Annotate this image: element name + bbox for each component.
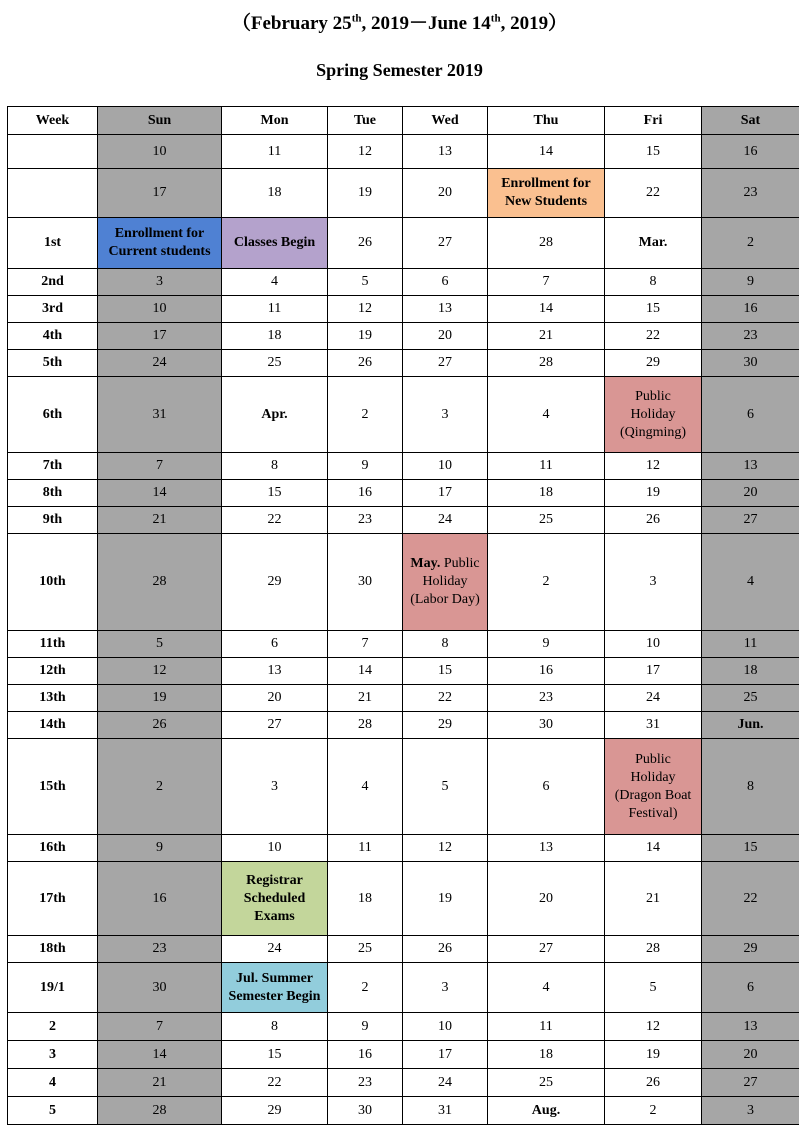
event-qingming-holiday: Public Holiday (Qingming) bbox=[605, 377, 702, 453]
column-header: Thu bbox=[488, 107, 605, 135]
day-cell: 27 bbox=[702, 507, 799, 534]
week-label: 17th bbox=[8, 862, 98, 936]
semester-calendar bbox=[7, 106, 799, 1125]
day-cell: 8 bbox=[605, 269, 702, 296]
day-cell: 29 bbox=[222, 1097, 328, 1125]
column-header: Wed bbox=[403, 107, 488, 135]
month-label: Apr. bbox=[222, 377, 328, 453]
day-cell: 30 bbox=[328, 1097, 403, 1125]
day-cell: 17 bbox=[605, 658, 702, 685]
day-cell: 13 bbox=[222, 658, 328, 685]
day-cell: 14 bbox=[488, 135, 605, 169]
day-cell: 11 bbox=[328, 835, 403, 862]
day-cell: 10 bbox=[222, 835, 328, 862]
day-cell: 9 bbox=[488, 631, 605, 658]
day-cell: 22 bbox=[222, 1069, 328, 1097]
week-label: 8th bbox=[8, 480, 98, 507]
day-cell: 15 bbox=[702, 835, 799, 862]
day-cell: 9 bbox=[702, 269, 799, 296]
day-cell: 21 bbox=[488, 323, 605, 350]
day-cell: 10 bbox=[403, 1013, 488, 1041]
week-label: 9th bbox=[8, 507, 98, 534]
week-label: 4th bbox=[8, 323, 98, 350]
day-cell: 26 bbox=[328, 218, 403, 269]
column-header: Sun bbox=[98, 107, 222, 135]
week-label: 15th bbox=[8, 739, 98, 835]
day-cell: 19 bbox=[605, 480, 702, 507]
day-cell: 20 bbox=[403, 169, 488, 218]
day-cell: 18 bbox=[488, 480, 605, 507]
day-cell: 12 bbox=[605, 453, 702, 480]
day-cell: 19 bbox=[605, 1041, 702, 1069]
week-label: 10th bbox=[8, 534, 98, 631]
day-cell: 19 bbox=[98, 685, 222, 712]
day-cell: 11 bbox=[222, 296, 328, 323]
day-cell: 18 bbox=[328, 862, 403, 936]
day-cell: 6 bbox=[403, 269, 488, 296]
day-cell: 25 bbox=[702, 685, 799, 712]
day-cell: 2 bbox=[605, 1097, 702, 1125]
day-cell: 23 bbox=[328, 1069, 403, 1097]
day-cell: 3 bbox=[98, 269, 222, 296]
day-cell: 12 bbox=[328, 135, 403, 169]
day-cell: 26 bbox=[403, 936, 488, 963]
day-cell: 6 bbox=[222, 631, 328, 658]
week-label: 1st bbox=[8, 218, 98, 269]
day-cell: 16 bbox=[328, 480, 403, 507]
day-cell: 16 bbox=[702, 296, 799, 323]
day-cell: 2 bbox=[98, 739, 222, 835]
week-label: 7th bbox=[8, 453, 98, 480]
day-cell: 16 bbox=[488, 658, 605, 685]
day-cell: 29 bbox=[222, 534, 328, 631]
day-cell: 5 bbox=[605, 963, 702, 1013]
event-labor-day-holiday: May. Public Holiday (Labor Day) bbox=[403, 534, 488, 631]
day-cell: 13 bbox=[403, 135, 488, 169]
day-cell: 13 bbox=[702, 1013, 799, 1041]
day-cell: 10 bbox=[403, 453, 488, 480]
week-label: 5 bbox=[8, 1097, 98, 1125]
day-cell: 20 bbox=[403, 323, 488, 350]
column-header: Tue bbox=[328, 107, 403, 135]
day-cell: 24 bbox=[403, 507, 488, 534]
day-cell: 7 bbox=[98, 453, 222, 480]
day-cell: 23 bbox=[702, 169, 799, 218]
day-cell: 16 bbox=[328, 1041, 403, 1069]
day-cell: 24 bbox=[98, 350, 222, 377]
week-label: 6th bbox=[8, 377, 98, 453]
day-cell: 8 bbox=[702, 739, 799, 835]
day-cell: 13 bbox=[702, 453, 799, 480]
column-header: Fri bbox=[605, 107, 702, 135]
day-cell: 23 bbox=[328, 507, 403, 534]
event-enrollment-current-students: Enrollment for Current students bbox=[98, 218, 222, 269]
day-cell: 7 bbox=[328, 631, 403, 658]
day-cell: 25 bbox=[488, 507, 605, 534]
day-cell: 17 bbox=[98, 323, 222, 350]
day-cell: 30 bbox=[328, 534, 403, 631]
week-label: 4 bbox=[8, 1069, 98, 1097]
week-label: 16th bbox=[8, 835, 98, 862]
day-cell: 2 bbox=[328, 377, 403, 453]
day-cell: 13 bbox=[488, 835, 605, 862]
day-cell: 26 bbox=[605, 1069, 702, 1097]
day-cell: 11 bbox=[222, 135, 328, 169]
day-cell: 29 bbox=[605, 350, 702, 377]
day-cell: 23 bbox=[702, 323, 799, 350]
week-label: 13th bbox=[8, 685, 98, 712]
day-cell: 17 bbox=[98, 169, 222, 218]
day-cell: 11 bbox=[488, 453, 605, 480]
day-cell: 24 bbox=[605, 685, 702, 712]
day-cell: 25 bbox=[222, 350, 328, 377]
day-cell: 24 bbox=[222, 936, 328, 963]
day-cell: 22 bbox=[605, 169, 702, 218]
day-cell: 30 bbox=[702, 350, 799, 377]
day-cell: 17 bbox=[403, 1041, 488, 1069]
week-label: 5th bbox=[8, 350, 98, 377]
day-cell: 6 bbox=[702, 963, 799, 1013]
semester-title: Spring Semester 2019 bbox=[316, 60, 483, 80]
day-cell: 27 bbox=[403, 218, 488, 269]
day-cell: 27 bbox=[222, 712, 328, 739]
day-cell: 13 bbox=[403, 296, 488, 323]
day-cell: 10 bbox=[98, 135, 222, 169]
day-cell: 7 bbox=[488, 269, 605, 296]
day-cell: 27 bbox=[702, 1069, 799, 1097]
day-cell: 28 bbox=[605, 936, 702, 963]
week-label: 12th bbox=[8, 658, 98, 685]
day-cell: 4 bbox=[488, 377, 605, 453]
day-cell: 11 bbox=[488, 1013, 605, 1041]
day-cell: 28 bbox=[488, 350, 605, 377]
day-cell: 22 bbox=[403, 685, 488, 712]
week-label: 19/1 bbox=[8, 963, 98, 1013]
day-cell: 9 bbox=[98, 835, 222, 862]
day-cell: 11 bbox=[702, 631, 799, 658]
day-cell: 22 bbox=[702, 862, 799, 936]
day-cell: 5 bbox=[98, 631, 222, 658]
day-cell: 3 bbox=[403, 377, 488, 453]
day-cell: 25 bbox=[328, 936, 403, 963]
day-cell: 5 bbox=[403, 739, 488, 835]
day-cell: 10 bbox=[605, 631, 702, 658]
day-cell: 4 bbox=[702, 534, 799, 631]
day-cell: 14 bbox=[98, 480, 222, 507]
day-cell: 19 bbox=[403, 862, 488, 936]
day-cell: 17 bbox=[403, 480, 488, 507]
day-cell: 7 bbox=[98, 1013, 222, 1041]
event-registrar-exams: Registrar Scheduled Exams bbox=[222, 862, 328, 936]
day-cell: 29 bbox=[403, 712, 488, 739]
day-cell: 12 bbox=[98, 658, 222, 685]
day-cell: 3 bbox=[222, 739, 328, 835]
day-cell: 10 bbox=[98, 296, 222, 323]
day-cell: 12 bbox=[605, 1013, 702, 1041]
event-enrollment-new-students: Enrollment for New Students bbox=[488, 169, 605, 218]
day-cell: 18 bbox=[702, 658, 799, 685]
day-cell: 6 bbox=[488, 739, 605, 835]
day-cell: 18 bbox=[488, 1041, 605, 1069]
day-cell: 3 bbox=[702, 1097, 799, 1125]
day-cell: 21 bbox=[98, 507, 222, 534]
day-cell: 3 bbox=[403, 963, 488, 1013]
day-cell: 9 bbox=[328, 453, 403, 480]
month-label: Mar. bbox=[605, 218, 702, 269]
day-cell: 23 bbox=[98, 936, 222, 963]
day-cell: 31 bbox=[605, 712, 702, 739]
day-cell: 14 bbox=[98, 1041, 222, 1069]
day-cell: 15 bbox=[605, 296, 702, 323]
week-label: 2 bbox=[8, 1013, 98, 1041]
day-cell: 8 bbox=[222, 1013, 328, 1041]
day-cell: 12 bbox=[403, 835, 488, 862]
week-label: 2nd bbox=[8, 269, 98, 296]
day-cell: 29 bbox=[702, 936, 799, 963]
day-cell: 26 bbox=[605, 507, 702, 534]
day-cell: 21 bbox=[328, 685, 403, 712]
column-header: Mon bbox=[222, 107, 328, 135]
week-label bbox=[8, 135, 98, 169]
day-cell: 20 bbox=[702, 1041, 799, 1069]
day-cell: 21 bbox=[98, 1069, 222, 1097]
day-cell: 15 bbox=[222, 480, 328, 507]
day-cell: 14 bbox=[605, 835, 702, 862]
day-cell: 21 bbox=[605, 862, 702, 936]
day-cell: 9 bbox=[328, 1013, 403, 1041]
day-cell: Jun. bbox=[702, 712, 799, 739]
day-cell: 18 bbox=[222, 323, 328, 350]
week-label: 18th bbox=[8, 936, 98, 963]
day-cell: 2 bbox=[328, 963, 403, 1013]
day-cell: 5 bbox=[328, 269, 403, 296]
day-cell: 14 bbox=[328, 658, 403, 685]
day-cell: 3 bbox=[605, 534, 702, 631]
day-cell: 19 bbox=[328, 323, 403, 350]
day-cell: 4 bbox=[222, 269, 328, 296]
column-header: Sat bbox=[702, 107, 799, 135]
date-range-title: （February 25th, 2019－June 14th, 2019） bbox=[231, 12, 568, 34]
day-cell: 8 bbox=[222, 453, 328, 480]
day-cell: 27 bbox=[403, 350, 488, 377]
day-cell: 25 bbox=[488, 1069, 605, 1097]
day-cell: 6 bbox=[702, 377, 799, 453]
week-label: 11th bbox=[8, 631, 98, 658]
day-cell: 2 bbox=[702, 218, 799, 269]
day-cell: 30 bbox=[98, 963, 222, 1013]
day-cell: 23 bbox=[488, 685, 605, 712]
day-cell: 28 bbox=[98, 1097, 222, 1125]
day-cell: 15 bbox=[403, 658, 488, 685]
day-cell: 26 bbox=[98, 712, 222, 739]
day-cell: 15 bbox=[605, 135, 702, 169]
day-cell: 18 bbox=[222, 169, 328, 218]
day-cell: 28 bbox=[328, 712, 403, 739]
day-cell: 24 bbox=[403, 1069, 488, 1097]
day-cell: 20 bbox=[222, 685, 328, 712]
day-cell: 20 bbox=[488, 862, 605, 936]
day-cell: 8 bbox=[403, 631, 488, 658]
day-cell: 28 bbox=[98, 534, 222, 631]
day-cell: 27 bbox=[488, 936, 605, 963]
day-cell: 26 bbox=[328, 350, 403, 377]
event-classes-begin: Classes Begin bbox=[222, 218, 328, 269]
week-label: 3rd bbox=[8, 296, 98, 323]
day-cell: 16 bbox=[702, 135, 799, 169]
day-cell: 15 bbox=[222, 1041, 328, 1069]
day-cell: 31 bbox=[403, 1097, 488, 1125]
day-cell: 14 bbox=[488, 296, 605, 323]
day-cell: 28 bbox=[488, 218, 605, 269]
day-cell: 31 bbox=[98, 377, 222, 453]
week-label: 14th bbox=[8, 712, 98, 739]
day-cell: 4 bbox=[328, 739, 403, 835]
day-cell: Aug. bbox=[488, 1097, 605, 1125]
day-cell: 19 bbox=[328, 169, 403, 218]
day-cell: 30 bbox=[488, 712, 605, 739]
day-cell: 12 bbox=[328, 296, 403, 323]
week-label bbox=[8, 169, 98, 218]
week-label: 3 bbox=[8, 1041, 98, 1069]
column-header: Week bbox=[8, 107, 98, 135]
event-dragon-boat-holiday: Public Holiday (Dragon Boat Festival) bbox=[605, 739, 702, 835]
day-cell: 22 bbox=[605, 323, 702, 350]
day-cell: 2 bbox=[488, 534, 605, 631]
day-cell: 4 bbox=[488, 963, 605, 1013]
day-cell: 16 bbox=[98, 862, 222, 936]
day-cell: 20 bbox=[702, 480, 799, 507]
event-summer-semester-begin: Jul. Summer Semester Begin bbox=[222, 963, 328, 1013]
day-cell: 22 bbox=[222, 507, 328, 534]
